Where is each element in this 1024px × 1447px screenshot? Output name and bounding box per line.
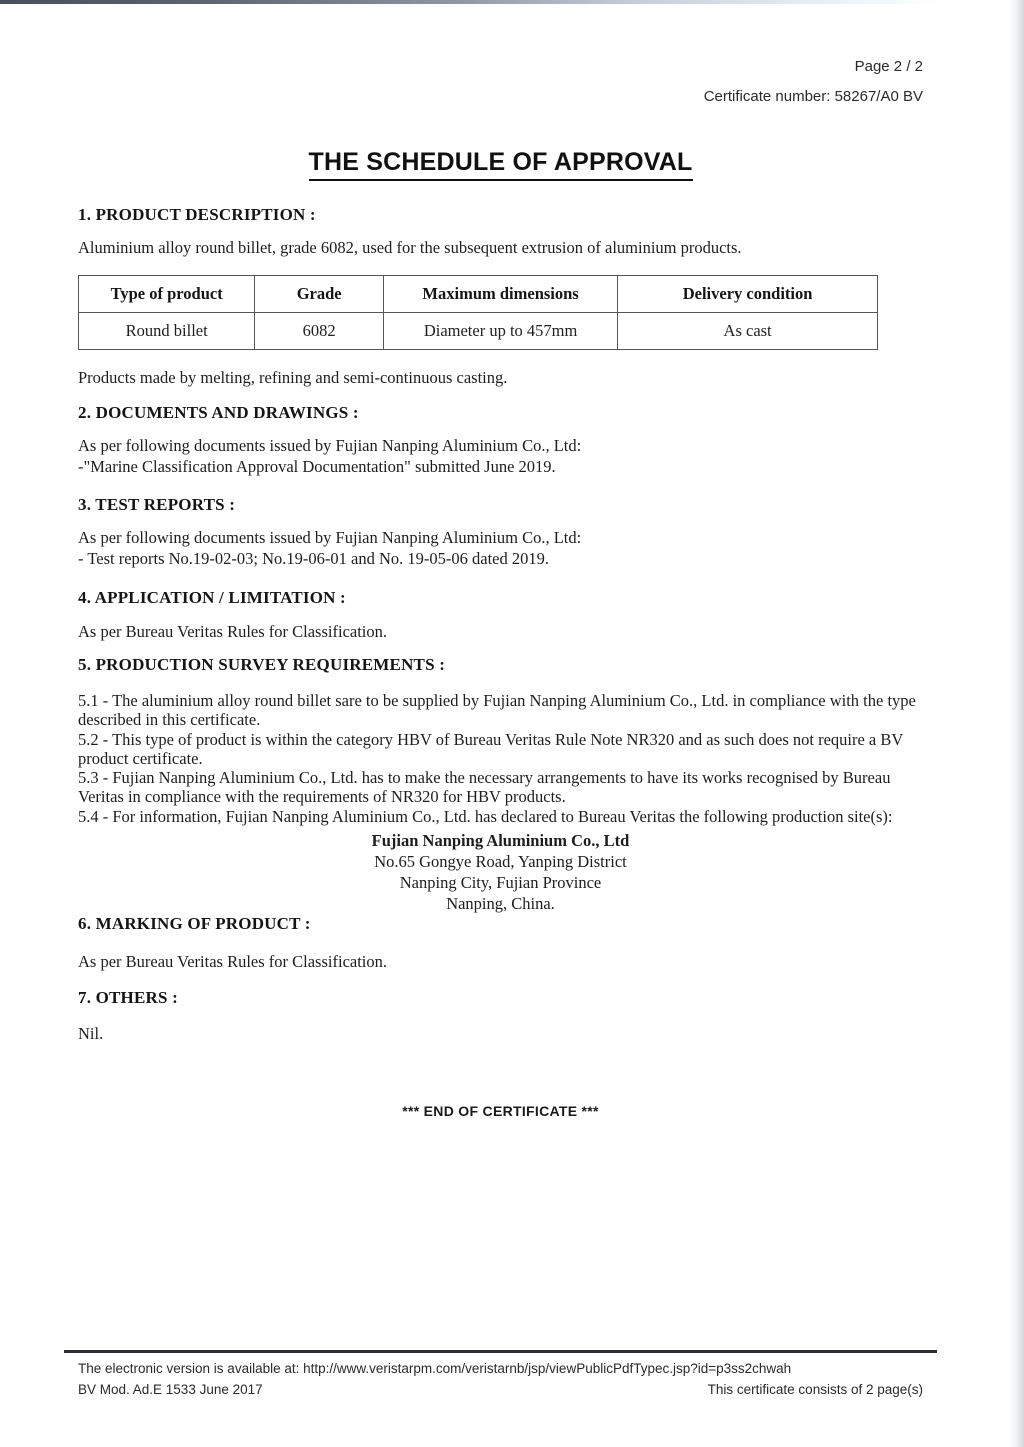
section-7-line1: Nil. (78, 1024, 104, 1044)
table-row (79, 313, 878, 350)
table-header-type: Type of product (79, 276, 255, 313)
certificate-number: Certificate number: 58267/A0 BV (703, 88, 923, 105)
production-site-name: Fujian Nanping Aluminium Co., Ltd (371, 831, 630, 851)
production-site-block (78, 830, 923, 914)
table-cell-type: Round billet (79, 313, 255, 350)
section-6-heading: 6. MARKING OF PRODUCT : (78, 914, 311, 934)
footer-page-count: This certificate consists of 2 page(s) (707, 1382, 923, 1397)
product-table (78, 275, 878, 350)
production-site-address-3: Nanping, China. (446, 894, 555, 914)
page-number: Page 2 / 2 (854, 58, 923, 75)
footer-row-2 (78, 1381, 923, 1399)
section-2-heading: 2. DOCUMENTS AND DRAWINGS : (78, 403, 359, 422)
section-6-line1: As per Bureau Veritas Rules for Classification. (78, 952, 388, 972)
section-7-heading: 7. OTHERS : (78, 988, 178, 1008)
section-1-heading: 1. PRODUCT DESCRIPTION : (78, 205, 316, 224)
table-header-dimensions: Maximum dimensions (383, 276, 617, 313)
section-1-intro: Aluminium alloy round billet, grade 6082, used for the subsequent extrusion of aluminium products. (78, 238, 742, 257)
footer-electronic-version: The electronic version is available at: http://www.veristarpm.com/veristarnb/jsp/viewPublicPdfTypec.jsp?id=p3ss2chwah (78, 1361, 792, 1376)
section-4-heading: 4. APPLICATION / LIMITATION : (78, 588, 346, 607)
survey-item-5-3: 5.3 - Fujian Nanping Aluminium Co., Ltd. has to make the necessary arrangements to have its works recognised by Bureau Veritas in compliance with the requirements of NR320 for HBV products. (78, 768, 891, 807)
table-cell-grade: 6082 (255, 313, 384, 350)
production-site-address-2: Nanping City, Fujian Province (399, 873, 602, 893)
section-3-line1: As per following documents issued by Fujian Nanping Aluminium Co., Ltd: (78, 528, 582, 547)
section-1-note: Products made by melting, refining and semi-continuous casting. (78, 368, 508, 387)
section-5-items (78, 691, 923, 826)
survey-item-5-2: 5.2 - This type of product is within the category HBV of Bureau Veritas Rule Note NR320 and as such does not require a BV product certificate. (78, 729, 904, 768)
footer-mod-ref: BV Mod. Ad.E 1533 June 2017 (78, 1382, 263, 1397)
end-of-certificate-marker: *** END OF CERTIFICATE *** (402, 1103, 599, 1120)
footer (78, 1360, 923, 1399)
page-content (78, 0, 923, 1119)
table-header-delivery: Delivery condition (618, 276, 878, 313)
section-2-line2: -"Marine Classification Approval Documentation" submitted June 2019. (78, 457, 556, 476)
production-site-address-1: No.65 Gongye Road, Yanping District (374, 852, 627, 872)
table-header-row (79, 276, 878, 313)
section-4-line1: As per Bureau Veritas Rules for Classification. (78, 622, 388, 641)
table-cell-delivery: As cast (618, 313, 878, 350)
page-title: THE SCHEDULE OF APPROVAL (309, 148, 693, 181)
section-5-heading: 5. PRODUCTION SURVEY REQUIREMENTS : (78, 655, 446, 674)
section-3-heading: 3. TEST REPORTS : (78, 495, 236, 514)
table-header-grade: Grade (255, 276, 384, 313)
title-wrap (78, 148, 923, 181)
table-cell-dimensions: Diameter up to 457mm (383, 313, 617, 350)
survey-item-5-1: 5.1 - The aluminium alloy round billet sare to be supplied by Fujian Nanping Aluminium Co., Ltd. in compliance with the type described in this certificate. (78, 691, 916, 730)
section-3-line2: - Test reports No.19-02-03; No.19-06-01 and No. 19-05-06 dated 2019. (78, 549, 549, 568)
footer-divider (64, 1350, 937, 1353)
survey-item-5-4: 5.4 - For information, Fujian Nanping Aluminium Co., Ltd. has declared to Bureau Veritas the following production site(s): (78, 806, 893, 826)
section-2-line1: As per following documents issued by Fujian Nanping Aluminium Co., Ltd: (78, 436, 582, 455)
scan-edge-right (1008, 0, 1024, 1447)
